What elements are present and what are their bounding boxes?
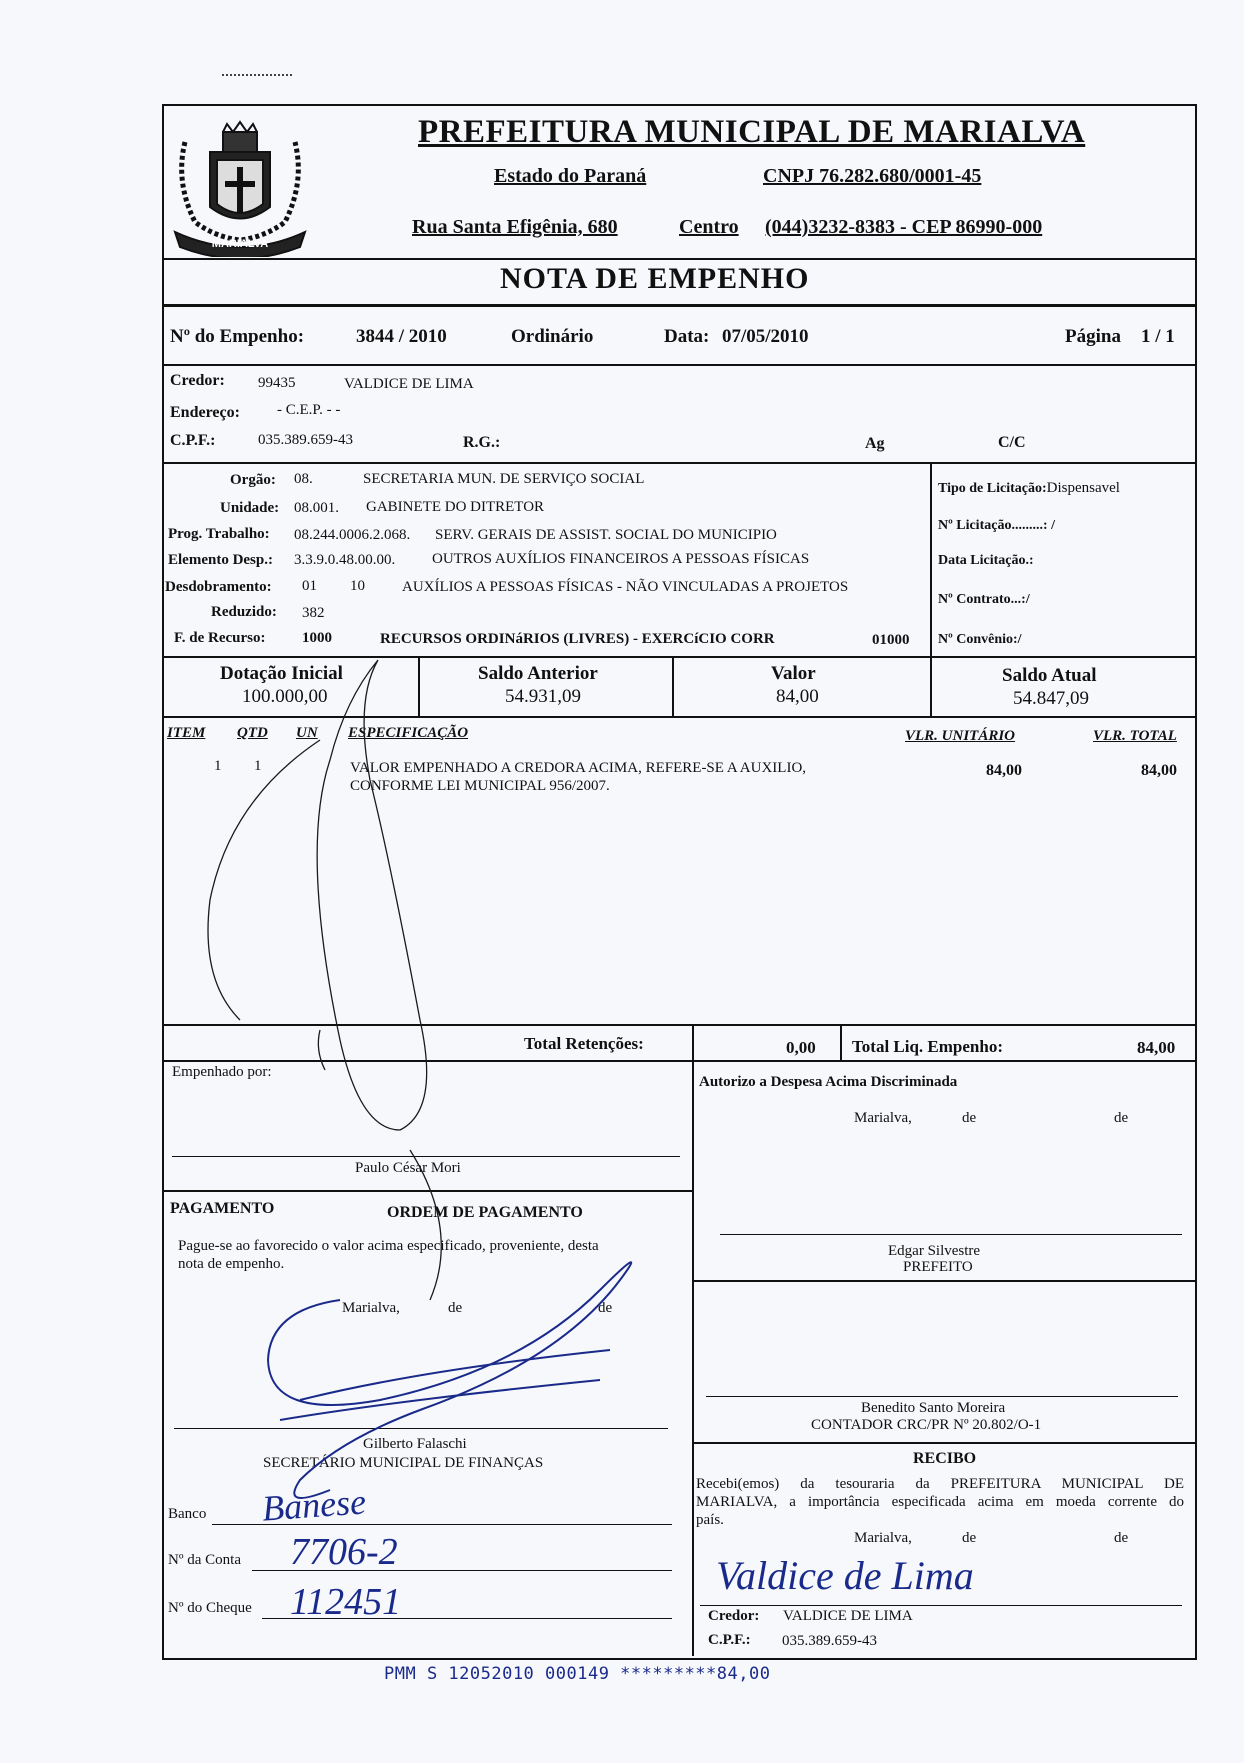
divider: [692, 1442, 1195, 1444]
contador-name: Benedito Santo Moreira: [861, 1400, 1006, 1416]
empenho-type: Ordinário: [511, 326, 594, 347]
doc-title: NOTA DE EMPENHO: [500, 262, 810, 295]
desdobramento-label: Desdobramento:: [165, 579, 272, 595]
recibo-signature-handwritten: Valdice de Lima: [716, 1553, 974, 1598]
col-item: ITEM: [167, 725, 206, 741]
empenho-date: 07/05/2010: [722, 326, 809, 347]
recibo-de-1: de: [962, 1530, 977, 1546]
col-spec: ESPECIFICAÇÃO: [348, 725, 469, 741]
recibo-cpf-value: 035.389.659-43: [782, 1633, 877, 1649]
divider: [672, 656, 674, 716]
autorizo-de-2: de: [1114, 1110, 1129, 1126]
cpf-value: 035.389.659-43: [258, 432, 353, 448]
recibo-title: RECIBO: [913, 1450, 977, 1467]
recurso-name: RECURSOS ORDINáRIOS (LIVRES) - EXERCíCIO CORR: [380, 631, 775, 647]
empenho-number: 3844 / 2010: [356, 326, 447, 347]
valor-label: Valor: [771, 663, 816, 684]
recurso-code-2: 01000: [872, 632, 910, 648]
empenhado-name: Paulo César Mori: [355, 1160, 461, 1176]
reduzido-label: Reduzido:: [211, 604, 277, 620]
recibo-cpf-label: C.P.F.:: [708, 1632, 751, 1648]
item-number: 1: [214, 758, 222, 774]
recibo-credor-label: Credor:: [708, 1608, 760, 1624]
divider: [840, 1024, 842, 1060]
municipality-title: PREFEITURA MUNICIPAL DE MARIALVA: [418, 114, 1086, 150]
reduzido-value: 382: [302, 605, 325, 621]
divider: [692, 1280, 1195, 1282]
conta-handwritten: 7706-2: [290, 1531, 398, 1573]
divider: [418, 656, 420, 716]
autorizo-label: Autorizo a Despesa Acima Discriminada: [699, 1074, 958, 1090]
signature-line: [700, 1605, 1182, 1606]
retencoes-label: Total Retenções:: [524, 1034, 644, 1053]
recibo-city: Marialva,: [854, 1530, 912, 1546]
signature-line: [172, 1156, 680, 1157]
pagamento-text-line1: Pague-se ao favorecido o valor acima especificado, proveniente, desta: [178, 1238, 599, 1254]
recibo-credor-value: VALDICE DE LIMA: [783, 1608, 913, 1624]
ag-label: Ag: [865, 435, 885, 452]
cc-label: C/C: [998, 434, 1026, 451]
pagamento-text-line2: nota de empenho.: [178, 1256, 285, 1272]
cnpj: CNPJ 76.282.680/0001-45: [763, 165, 982, 187]
divider: [162, 462, 1195, 464]
divider: [692, 1060, 694, 1656]
prog-code: 08.244.0006.2.068.: [294, 527, 411, 543]
pagamento-de-2: de: [598, 1300, 613, 1316]
divider: [162, 258, 1195, 260]
col-total: VLR. TOTAL: [1093, 728, 1177, 744]
convenio-label: Nº Convênio:/: [938, 632, 1022, 647]
item-qty: 1: [254, 758, 262, 774]
recibo-text-line3: país.: [696, 1512, 724, 1528]
page-label: Página: [1065, 326, 1121, 347]
col-qtd: QTD: [237, 725, 268, 741]
elemento-name: OUTROS AUXÍLIOS FINANCEIROS A PESSOAS FÍSICAS: [432, 551, 810, 567]
credor-label: Credor:: [170, 372, 225, 389]
unidade-code: 08.001.: [294, 500, 339, 516]
divider: [162, 304, 1195, 307]
signature-line: [720, 1234, 1182, 1235]
scan-mark: [222, 74, 292, 80]
signature-line: [174, 1428, 668, 1429]
recurso-label: F. de Recurso:: [174, 630, 266, 646]
coat-of-arms-logo: [165, 112, 315, 257]
cheque-handwritten: 112451: [290, 1581, 402, 1623]
prog-name: SERV. GERAIS DE ASSIST. SOCIAL DO MUNICIPIO: [435, 527, 777, 543]
recibo-text-line2: MARIALVA, a importância especificada acima em moeda corrente do: [696, 1494, 1184, 1510]
item-spec-line1: VALOR EMPENHADO A CREDORA ACIMA, REFERE-SE A AUXILIO,: [350, 760, 807, 776]
dotacao-label: Dotação Inicial: [220, 663, 343, 684]
elemento-code: 3.3.9.0.48.00.00.: [294, 552, 396, 568]
pagamento-label: PAGAMENTO: [170, 1200, 275, 1217]
pagamento-de-1: de: [448, 1300, 463, 1316]
unidade-label: Unidade:: [220, 500, 280, 516]
saldo-anterior-label: Saldo Anterior: [478, 663, 598, 684]
desdobramento-b: 10: [350, 578, 365, 594]
credor-name: VALDICE DE LIMA: [344, 376, 474, 392]
prefeito-name: Edgar Silvestre: [888, 1243, 981, 1259]
orgao-name: SECRETARIA MUN. DE SERVIÇO SOCIAL: [363, 471, 645, 487]
prog-label: Prog. Trabalho:: [168, 526, 270, 542]
saldo-atual-label: Saldo Atual: [1002, 665, 1097, 686]
address-label: Endereço:: [170, 404, 240, 421]
phone-cep: (044)3232-8383 - CEP 86990-000: [765, 216, 1043, 238]
item-total-value: 84,00: [1141, 762, 1177, 779]
address-street: Rua Santa Efigênia, 680: [412, 216, 618, 238]
data-licitacao-label: Data Licitação.:: [938, 553, 1034, 568]
cheque-label: Nº do Cheque: [168, 1600, 252, 1616]
banco-handwritten: Banese: [260, 1481, 368, 1529]
autorizo-de-1: de: [962, 1110, 977, 1126]
divider: [162, 656, 1195, 658]
empenhado-label: Empenhado por:: [172, 1064, 272, 1080]
numero-licitacao-label: Nº Licitação.........: /: [938, 518, 1055, 533]
pagamento-city: Marialva,: [342, 1300, 400, 1316]
state-name: Estado do Paraná: [494, 165, 647, 187]
item-unit-value: 84,00: [986, 762, 1022, 779]
recibo-text-line1: Recebi(emos) da tesouraria da PREFEITURA MUNICIPAL DE: [696, 1476, 1184, 1492]
divider: [162, 364, 1195, 366]
tipo-licitacao-value: Dispensavel: [1046, 480, 1120, 496]
recibo-de-2: de: [1114, 1530, 1129, 1546]
liq-empenho-label: Total Liq. Empenho:: [852, 1037, 1003, 1056]
address-district: Centro: [679, 216, 739, 238]
ordem-pagamento-label: ORDEM DE PAGAMENTO: [387, 1204, 583, 1221]
credor-code: 99435: [258, 375, 296, 391]
secretario-role: SECRETÁRIO MUNICIPAL DE FINANÇAS: [263, 1455, 544, 1471]
elemento-label: Elemento Desp.:: [168, 552, 273, 568]
saldo-atual-value: 54.847,09: [1013, 688, 1089, 709]
secretario-name: Gilberto Falaschi: [363, 1436, 467, 1452]
prefeito-role: PREFEITO: [903, 1259, 973, 1275]
tipo-licitacao-label: Tipo de Licitação:Dispensavel: [938, 480, 1120, 496]
orgao-label: Orgão:: [230, 472, 276, 488]
divider: [162, 1024, 1195, 1026]
divider: [162, 716, 1195, 718]
page-number: 1 / 1: [1141, 326, 1175, 347]
divider: [930, 656, 932, 716]
empenho-number-label: Nº do Empenho:: [170, 326, 305, 347]
desdobramento-name: AUXÍLIOS A PESSOAS FÍSICAS - NÃO VINCULADAS A PROJETOS: [402, 579, 849, 595]
desdobramento-a: 01: [302, 578, 317, 594]
liq-empenho-value: 84,00: [1137, 1038, 1176, 1057]
unidade-name: GABINETE DO DITRETOR: [366, 499, 545, 515]
divider: [162, 1190, 692, 1192]
signature-line: [706, 1396, 1178, 1397]
conta-label: Nº da Conta: [168, 1552, 241, 1568]
svg-text:MARIALVA: MARIALVA: [211, 238, 269, 250]
banco-label: Banco: [168, 1506, 207, 1522]
divider: [162, 1060, 1195, 1062]
contrato-label: Nº Contrato...:/: [938, 592, 1030, 607]
col-unit: VLR. UNITÁRIO: [905, 728, 1016, 744]
autorizo-city: Marialva,: [854, 1110, 912, 1126]
address-value: - C.E.P. - -: [277, 402, 341, 418]
valor-value: 84,00: [776, 686, 819, 707]
cpf-label: C.P.F.:: [170, 432, 216, 449]
dotacao-value: 100.000,00: [242, 686, 328, 707]
payment-stamp: PMM S 12052010 000149 *********84,00: [384, 1664, 771, 1684]
rg-label: R.G.:: [463, 434, 501, 451]
divider: [930, 462, 932, 658]
divider: [692, 1024, 694, 1060]
contador-role: CONTADOR CRC/PR Nº 20.802/O-1: [811, 1417, 1042, 1433]
item-spec-line2: CONFORME LEI MUNICIPAL 956/2007.: [350, 778, 610, 794]
empenho-date-label: Data:: [664, 326, 710, 347]
recurso-code: 1000: [302, 630, 332, 646]
orgao-code: 08.: [294, 471, 313, 487]
retencoes-value: 0,00: [786, 1038, 816, 1057]
col-un: UN: [296, 725, 318, 741]
saldo-anterior-value: 54.931,09: [505, 686, 581, 707]
